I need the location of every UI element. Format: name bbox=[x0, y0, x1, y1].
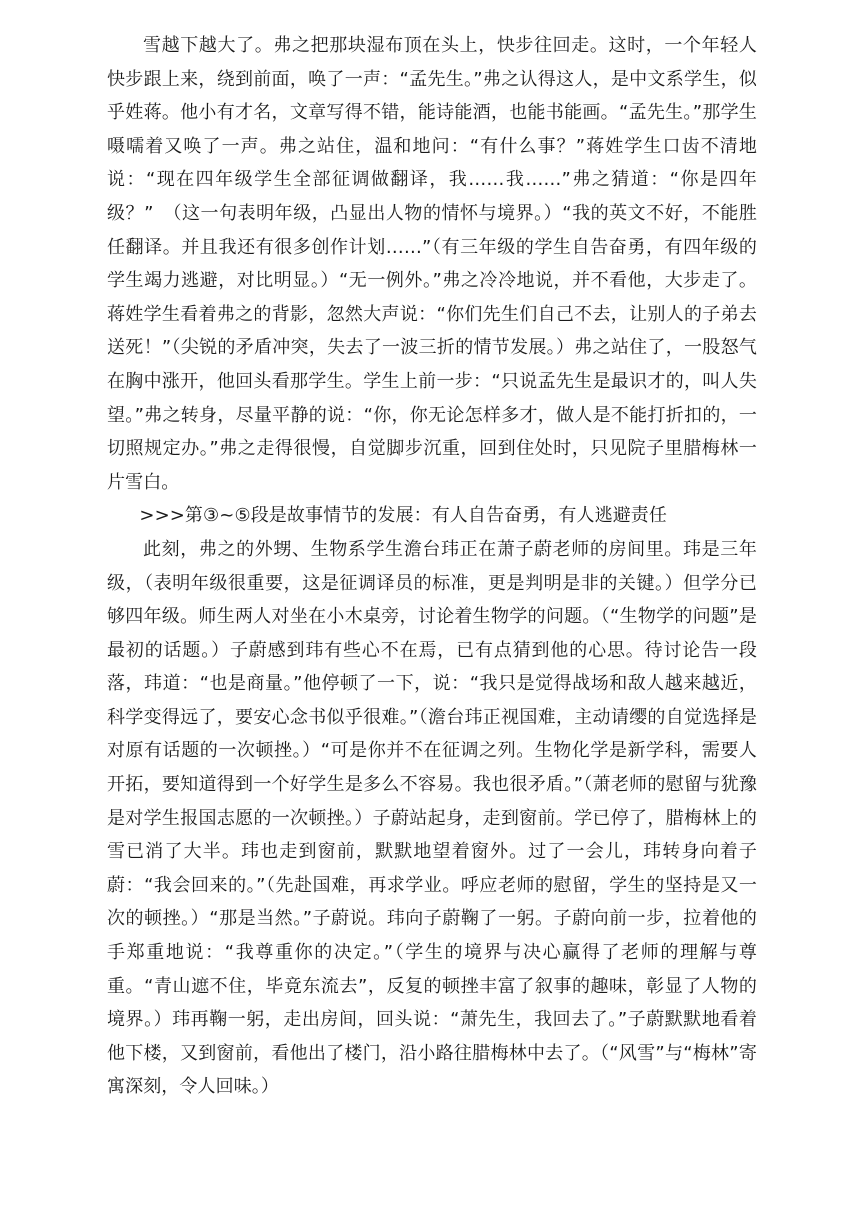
body-paragraph: 雪越下越大了。弗之把那块湿布顶在头上，快步往回走。这时，一个年轻人快步跟上来，绕到前面，唤了一声：“孟先生。”弗之认得这人，是中文系学生，似乎姓蒋。他小有才名，文章写得不错，能诗能酒，也能书能画。“孟先生。”那学生嗫嚅着又唤了一声。弗之站住，温和地问：“有什么事？”蒋姓学生口齿不清地说：“现在四年级学生全部征调做翻译，我……我……”弗之猜道：“你是四年级？” （这一句表明年级，凸显出人物的情怀与境界。）“我的英文不好，不能胜任翻译。并且我还有很多创作计划……”（有三年级的学生自告奋勇，有四年级的学生竭力逃避，对比明显。）“无一例外。”弗之冷冷地说，并不看他，大步走了。蒋姓学生看着弗之的背影，忽然大声说：“你们先生们自己不去，让别人的子弟去送死！”（尖锐的矛盾冲突，失去了一波三折的情节发展。）弗之站住了，一股怒气在胸中涨开，他回头看那学生。学生上前一步：“只说孟先生是最识才的，叫人失望。”弗之转身，尽量平静的说：“你，你无论怎样多才，做人是不能打折扣的，一切照规定办。”弗之走得很慢，自觉脚步沉重，回到住处时，只见院子里腊梅林一片雪白。 bbox=[107, 35, 757, 493]
body-paragraph: 此刻，弗之的外甥、生物系学生澹台玮正在萧子蔚老师的房间里。玮是三年级，（表明年级很重要，这是征调译员的标准，更是判明是非的关键。）但学分已够四年级。师生两人对坐在小木桌旁，讨论着生物学的问题。（“生物学的问题”是最初的话题。）子蔚感到玮有些心不在焉，已有点猜到他的心思。待讨论告一段落，玮道：“也是商量。”他停顿了一下，说：“我只是觉得战场和敌人越来越近，科学变得远了，要安心念书似乎很难。”（澹台玮正视国难，主动请缨的自觉选择是对原有话题的一次顿挫。）“可是你并不在征调之列。生物化学是新学科，需要人开拓，要知道得到一个好学生是多么不容易。我也很矛盾。”（萧老师的慰留与犹豫是对学生报国志愿的一次顿挫。）子蔚站起身，走到窗前。学已停了，腊梅林上的雪已消了大半。玮也走到窗前，默默地望着窗外。过了一会儿，玮转身向着子蔚：“我会回来的。”（先赴国难，再求学业。呼应老师的慰留，学生的坚持是又一次的顿挫。）“那是当然。”子蔚说。玮向子蔚鞠了一躬。子蔚向前一步，拉着他的手郑重地说：“我尊重你的决定。”（学生的境界与决心赢得了老师的理解与尊重。“青山遮不住，毕竟东流去”，反复的顿挫丰富了叙事的趣味，彰显了人物的境界。）玮再鞠一躬，走出房间，回头说：“萧先生，我回去了。”子蔚默默地看着他下楼，又到窗前，看他出了楼门，沿小路往腊梅林中去了。（“风雪”与“梅林”寄寓深刻，令人回味。） bbox=[107, 538, 757, 1098]
document-page bbox=[107, 29, 757, 1104]
section-annotation: >>>第③~⑤段是故事情节的发展：有人自告奋勇，有人逃避责任 bbox=[139, 505, 667, 527]
